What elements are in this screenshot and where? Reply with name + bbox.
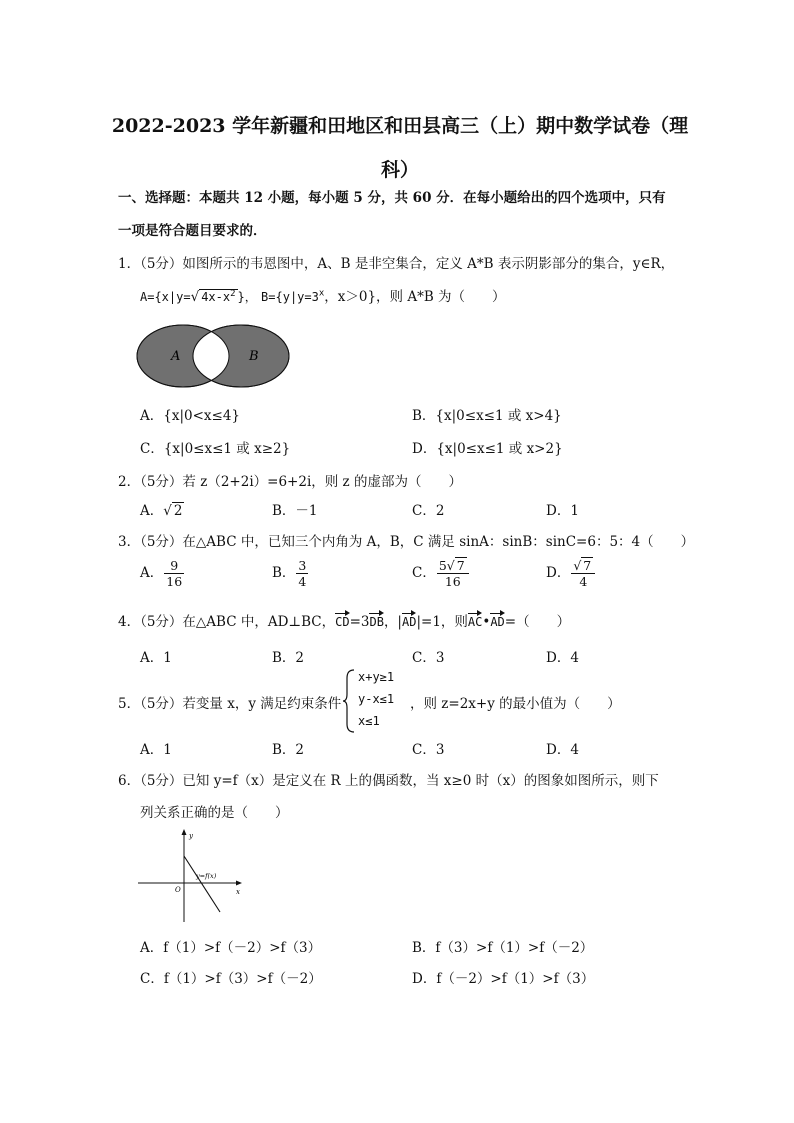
q3-option-a[interactable]: A． $\frac{9}{16}$ [140, 558, 183, 589]
graph-function-label: y=f(x) [196, 872, 217, 880]
q4-stem: 4．（5分）在△ABC 中，AD⊥BC，CD=3DB，|AD|=1，则AC•AD=（ ） [118, 614, 571, 630]
q1-option-c[interactable]: C．{x|0≤x≤1 或 x≥2} [140, 441, 291, 457]
q5-brace [342, 668, 356, 734]
q5-option-d[interactable]: D．4 [546, 742, 579, 758]
q2-option-a[interactable]: A．√ 2 [140, 503, 183, 519]
q2-stem: 2．（5分）若 z（2+2i）=6+2i，则 z 的虚部为（ ） [118, 474, 462, 490]
section-heading-line-1: 一、选择题：本题共 12 小题，每小题 5 分，共 60 分．在每小题给出的四个选项中，只有 [118, 190, 666, 206]
q6-option-d[interactable]: D．f（－2）>f（1）>f（3） [412, 971, 595, 987]
vector-db: DB [369, 615, 384, 629]
q5-option-a[interactable]: A．1 [140, 742, 172, 758]
vector-ad-2: AD [490, 615, 505, 629]
q4-option-d[interactable]: D．4 [546, 650, 579, 666]
section-heading-line-2: 一项是符合题目要求的． [118, 223, 267, 239]
title-line-2: 科） [380, 159, 419, 181]
venn-label-a: A [171, 349, 181, 364]
q1-setB-pre: B={y|y=3 [261, 290, 319, 304]
q1-stem: 1．（5分）如图所示的韦恩图中，A、B 是非空集合，定义 A*B 表示阴影部分的集合，y∈R， [118, 256, 675, 272]
q1-option-a[interactable]: A．{x|0<x≤4} [140, 408, 241, 424]
venn-diagram [135, 322, 295, 390]
q1-setA-radicand: $4x-x^2$ [201, 289, 236, 304]
graph-curve [184, 856, 220, 912]
q5-constraint-2: y-x≤1 [358, 692, 395, 706]
exam-title [110, 104, 690, 192]
q3-option-c[interactable]: C． $\frac{5√ 7}{16}$ [412, 558, 470, 589]
q1-sqrt: √ $4x-x^2$ [190, 289, 236, 305]
q2-option-d[interactable]: D．1 [546, 503, 579, 519]
q6-option-a[interactable]: A．f（1）>f（－2）>f（3） [140, 940, 322, 956]
vector-cd: CD [335, 615, 350, 629]
q5-option-b[interactable]: B．2 [272, 742, 305, 758]
q3-option-b[interactable]: B． $\frac{3}{4}$ [272, 558, 307, 589]
q6-stem-line-2: 列关系正确的是（ ） [140, 805, 289, 821]
q2-option-c[interactable]: C．2 [412, 503, 445, 519]
q1-option-b[interactable]: B．{x|0≤x≤1 或 x>4} [412, 408, 562, 424]
q1-option-d[interactable]: D．{x|0≤x≤1 或 x>2} [412, 441, 563, 457]
q5-option-c[interactable]: C．3 [412, 742, 445, 758]
q6-option-b[interactable]: B．f（3）>f（1）>f（－2） [412, 940, 594, 956]
q1-setA-post: }， [237, 290, 257, 304]
q1-setB-post: ，x＞0}，则 A*B 为（ ） [324, 289, 506, 305]
q2-option-b[interactable]: B．－1 [272, 503, 318, 519]
q3-stem: 3．（5分）在△ABC 中，已知三个内角为 A，B，C 满足 sinA：sinB：sinC=6：5：4（ ） [118, 534, 695, 550]
q5-constraint-3: x≤1 [358, 714, 380, 728]
function-graph [136, 826, 248, 926]
q4-option-c[interactable]: C．3 [412, 650, 445, 666]
graph-x-label: x [236, 888, 240, 896]
q4-option-b[interactable]: B．2 [272, 650, 305, 666]
q1-setB-sup: x [318, 288, 325, 299]
q5-stem-post: ，则 z=2x+y 的最小值为（ ） [410, 696, 621, 712]
q1-setA-pre: A={x|y= [140, 290, 191, 304]
vector-ad: AD [402, 615, 417, 629]
q5-stem-pre: 5．（5分）若变量 x，y 满足约束条件 [118, 696, 342, 712]
q1-sets [140, 285, 506, 305]
q6-stem-line-1: 6．（5分）已知 y=f（x）是定义在 R 上的偶函数，当 x≥0 时（x）的图象如图所示，则下 [118, 773, 659, 789]
q4-option-a[interactable]: A．1 [140, 650, 172, 666]
q5-constraint-1: x+y≥1 [358, 670, 395, 684]
venn-label-b: B [249, 349, 259, 364]
vector-ac: AC [467, 615, 483, 629]
q6-option-c[interactable]: C．f（1）>f（3）>f（－2） [140, 971, 322, 987]
graph-origin-label: O [175, 886, 181, 894]
graph-y-label: y [189, 832, 193, 840]
q3-option-d[interactable]: D． $\frac{√ 7}{4}$ [546, 558, 596, 589]
title-line-1: 2022-2023 学年新疆和田地区和田县高三（上）期中数学试卷（理 [111, 115, 689, 137]
